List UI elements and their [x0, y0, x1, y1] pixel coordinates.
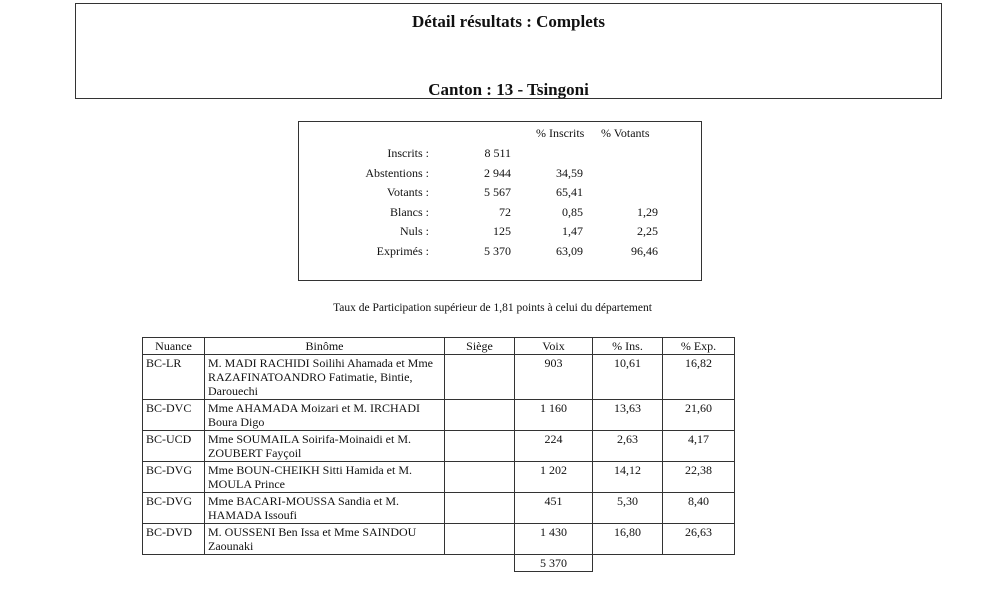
pct-exp-cell: 26,63: [663, 524, 735, 555]
nuance-cell: BC-LR: [143, 355, 205, 400]
stats-label: Blancs :: [390, 204, 429, 219]
binome-cell: Mme AHAMADA Moizari et M. IRCHADI Boura Digo: [205, 400, 445, 431]
voix-cell: 1 160: [515, 400, 593, 431]
results-title: Détail résultats : Complets: [411, 12, 606, 31]
stats-row: [299, 185, 701, 203]
stats-value: 2 944: [484, 165, 511, 180]
nuance-cell: BC-DVG: [143, 493, 205, 524]
stats-header-row: [299, 126, 701, 144]
nuance-cell: BC-UCD: [143, 431, 205, 462]
binome-cell: Mme BOUN-CHEIKH Sitti Hamida et M. MOULA Prince: [205, 462, 445, 493]
stats-pct-votants: 2,25: [637, 224, 658, 238]
candidate-row: [143, 400, 735, 431]
col-voix: Voix: [515, 338, 593, 355]
pct-ins-cell: 2,63: [593, 431, 663, 462]
siege-cell: [445, 462, 515, 493]
voix-cell: 224: [515, 431, 593, 462]
stats-col-pct-inscrits: % Inscrits: [536, 126, 585, 140]
canton-title: Canton : 13 - Tsingoni: [428, 80, 589, 99]
stats-label: Inscrits :: [387, 146, 429, 160]
pct-ins-cell: 16,80: [593, 524, 663, 555]
stats-col-pct-votants: % Votants: [601, 126, 650, 140]
results-header-row: [143, 338, 735, 355]
pct-ins-cell: 14,12: [593, 462, 663, 493]
voix-cell: 1 202: [515, 462, 593, 493]
stats-row: [299, 244, 701, 262]
siege-cell: [445, 355, 515, 400]
stats-pct-inscrits: 63,09: [556, 243, 583, 258]
total-voix: 5 370: [515, 555, 593, 572]
siege-cell: [445, 493, 515, 524]
stats-value: 72: [499, 204, 511, 219]
stats-value: 125: [493, 224, 511, 238]
results-table: [142, 337, 735, 572]
results-total-row: [143, 555, 735, 572]
col-nuance: Nuance: [143, 338, 205, 355]
header-box: [75, 3, 942, 99]
voix-cell: 451: [515, 493, 593, 524]
col-siege: Siège: [445, 338, 515, 355]
nuance-cell: BC-DVG: [143, 462, 205, 493]
pct-exp-cell: 4,17: [663, 431, 735, 462]
stats-pct-votants: 1,29: [637, 204, 658, 219]
col-pct-exp: % Exp.: [663, 338, 735, 355]
stats-value: 5 370: [484, 243, 511, 258]
stats-label: Abstentions :: [365, 165, 429, 180]
binome-cell: M. OUSSENI Ben Issa et Mme SAINDOU Zaounaki: [205, 524, 445, 555]
stats-pct-inscrits: 34,59: [556, 165, 583, 180]
pct-ins-cell: 5,30: [593, 493, 663, 524]
candidate-row: [143, 493, 735, 524]
pct-ins-cell: 13,63: [593, 400, 663, 431]
stats-pct-inscrits: 65,41: [556, 185, 583, 199]
stats-row: [299, 166, 701, 184]
siege-cell: [445, 431, 515, 462]
siege-cell: [445, 400, 515, 431]
nuance-cell: BC-DVD: [143, 524, 205, 555]
pct-exp-cell: 16,82: [663, 355, 735, 400]
col-pct-ins: % Ins.: [593, 338, 663, 355]
stats-row: [299, 224, 701, 242]
binome-cell: M. MADI RACHIDI Soilihi Ahamada et Mme RAZAFINATOANDRO Fatimatie, Bintie, Darouechi: [205, 355, 445, 400]
stats-pct-inscrits: 1,47: [562, 224, 583, 238]
pct-exp-cell: 8,40: [663, 493, 735, 524]
nuance-cell: BC-DVC: [143, 400, 205, 431]
stats-row: [299, 146, 701, 164]
voix-cell: 903: [515, 355, 593, 400]
stats-value: 8 511: [484, 146, 511, 160]
stats-label: Nuls :: [399, 224, 429, 238]
pct-exp-cell: 22,38: [663, 462, 735, 493]
col-binome: Binôme: [205, 338, 445, 355]
stats-label: Votants :: [386, 185, 429, 199]
stats-box: [298, 121, 702, 281]
candidate-row: [143, 524, 735, 555]
candidate-row: [143, 462, 735, 493]
pct-ins-cell: 10,61: [593, 355, 663, 400]
participation-note: Taux de Participation supérieur de 1,81 points à celui du département: [333, 302, 652, 314]
stats-row: [299, 205, 701, 223]
stats-value: 5 567: [484, 185, 511, 199]
siege-cell: [445, 524, 515, 555]
candidate-row: [143, 431, 735, 462]
pct-exp-cell: 21,60: [663, 400, 735, 431]
binome-cell: Mme SOUMAILA Soirifa-Moinaidi et M. ZOUBERT Fayçoil: [205, 431, 445, 462]
voix-cell: 1 430: [515, 524, 593, 555]
stats-label: Exprimés :: [376, 243, 429, 258]
stats-pct-votants: 96,46: [631, 243, 658, 258]
candidate-row: [143, 355, 735, 400]
stats-pct-inscrits: 0,85: [562, 204, 583, 219]
binome-cell: Mme BACARI-MOUSSA Sandia et M. HAMADA Issoufi: [205, 493, 445, 524]
